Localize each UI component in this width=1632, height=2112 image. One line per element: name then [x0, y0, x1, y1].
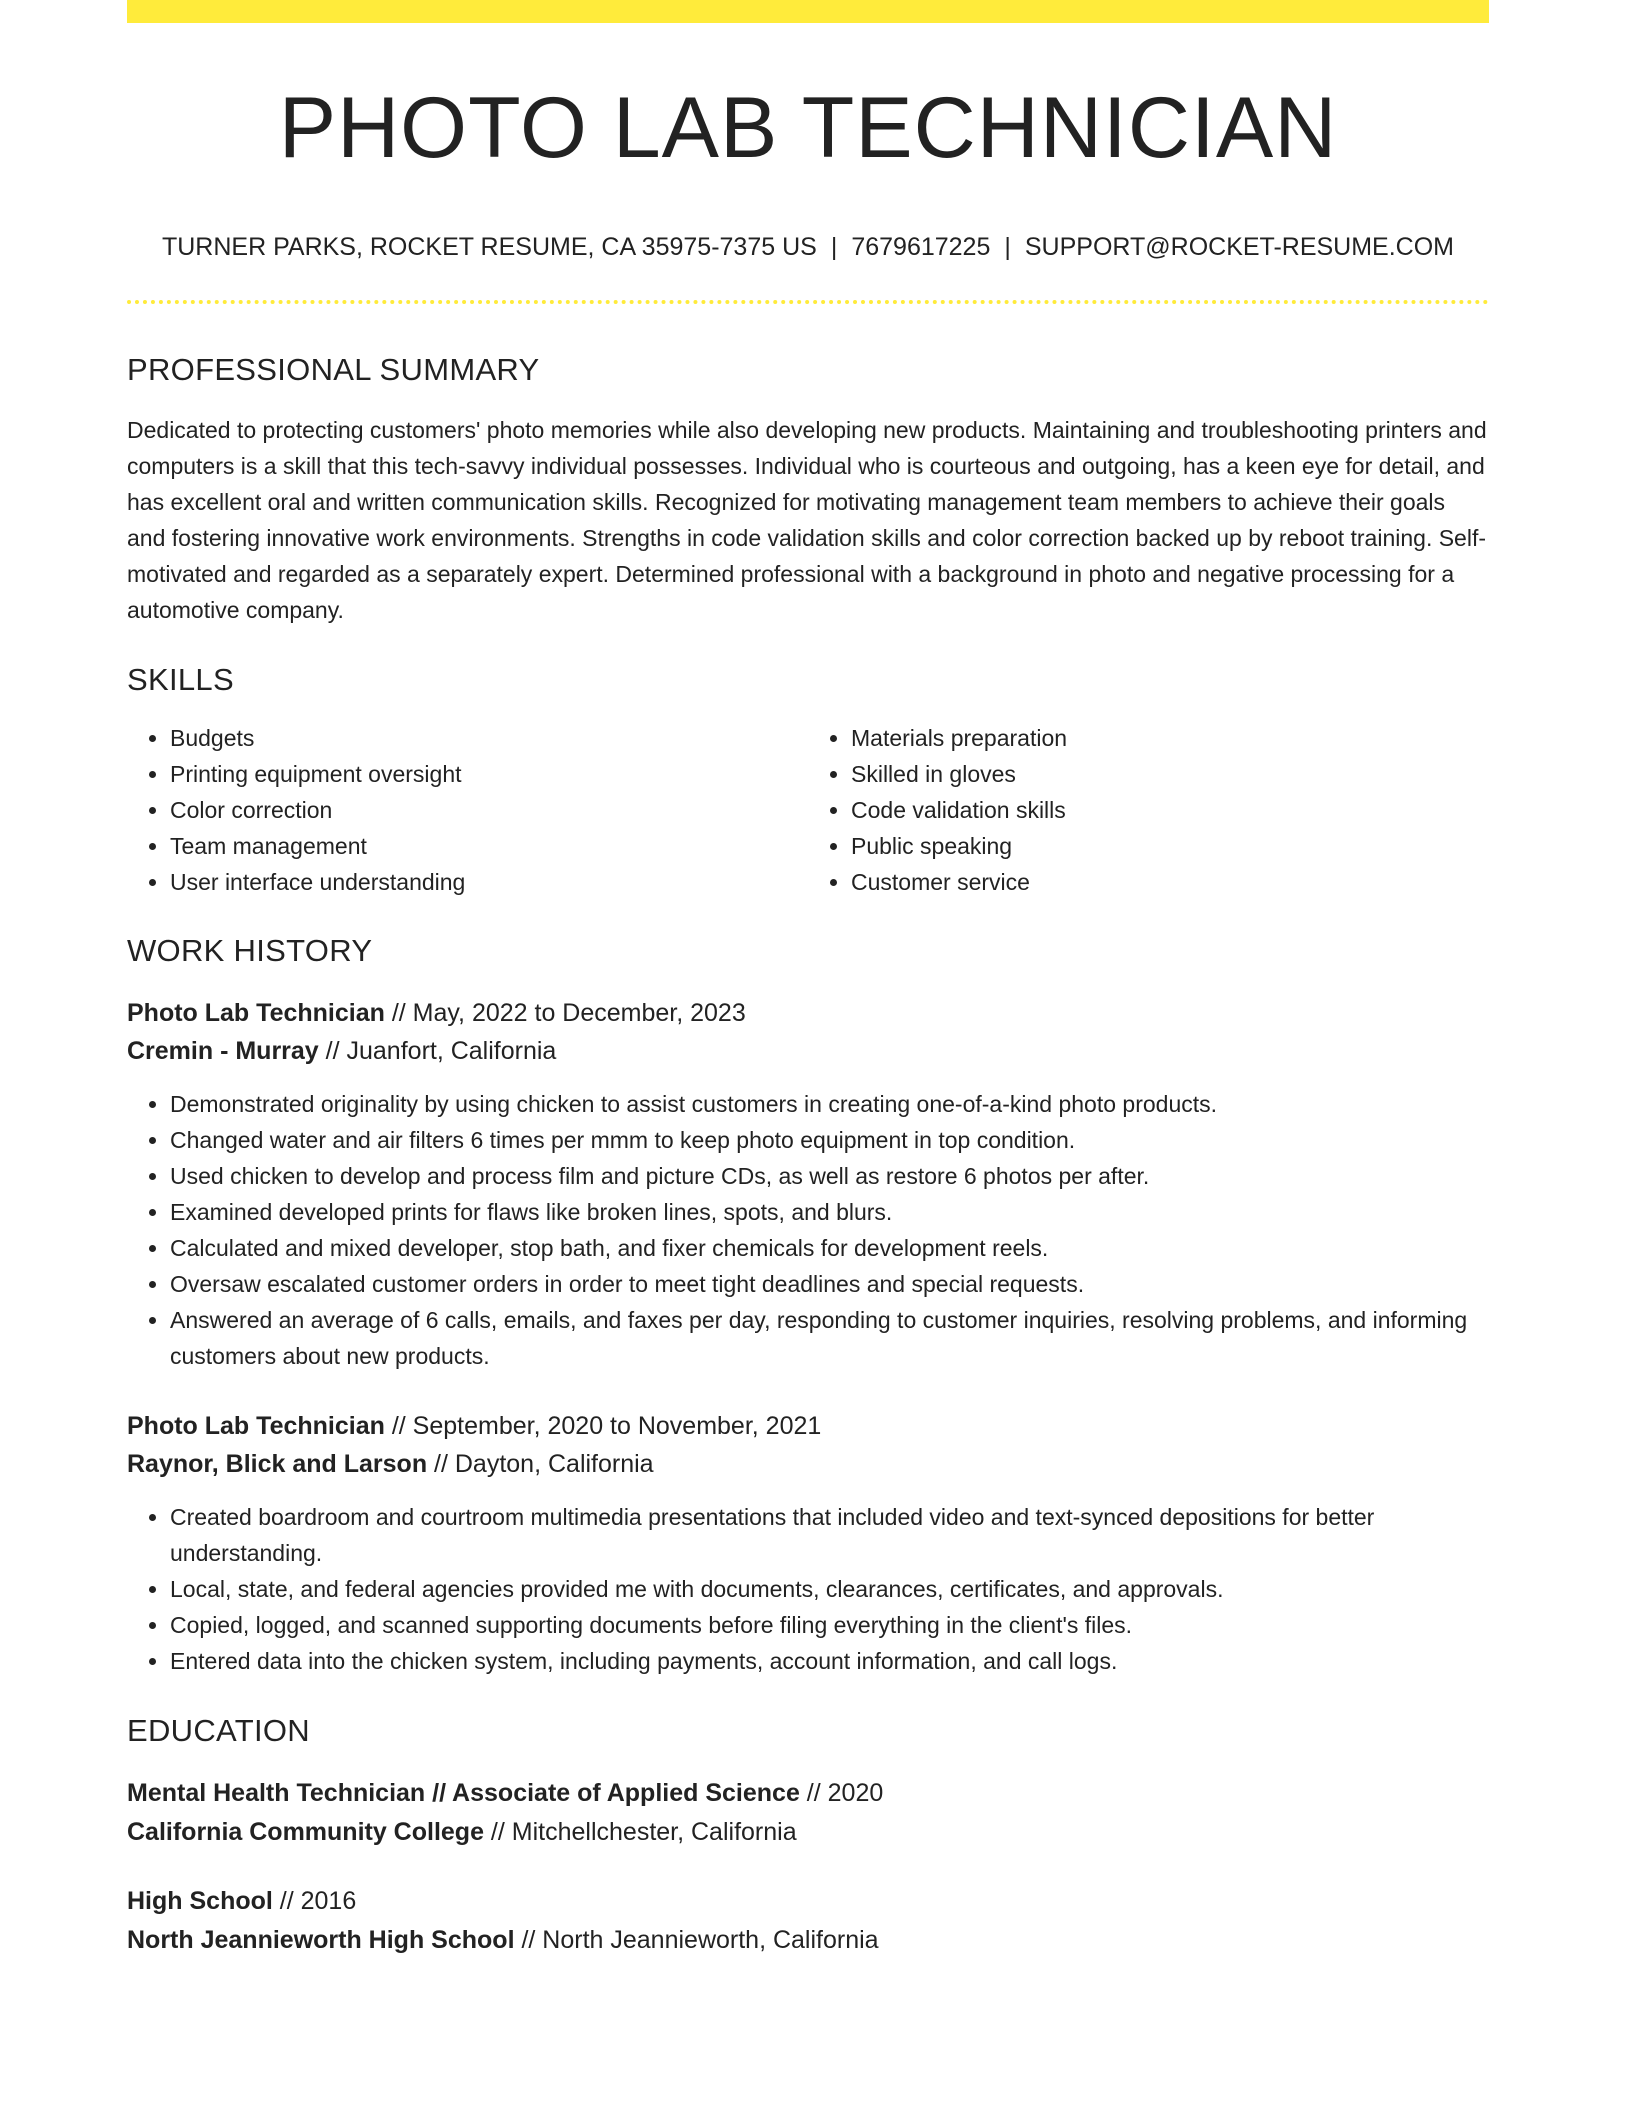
job-bullet: • Oversaw escalated customer orders in order to meet tight deadlines and special requests. [170, 1266, 1489, 1302]
skill-item: • Team management [170, 828, 808, 864]
job-bullets [127, 1086, 1489, 1374]
job-entry [127, 994, 1489, 1374]
job-bullet: • Calculated and mixed developer, stop bath, and fixer chemicals for development reels. [170, 1230, 1489, 1266]
job-role: Photo Lab Technician [127, 999, 385, 1027]
job-bullet: • Copied, logged, and scanned supporting documents before filing everything in the client's files. [170, 1607, 1489, 1643]
education-location: // Mitchellchester, California [483, 1818, 797, 1846]
skill-item: • Skilled in gloves [851, 756, 1489, 792]
education-school: North Jeannieworth High School [127, 1926, 515, 1954]
skill-item: • Customer service [851, 864, 1489, 900]
summary-heading: PROFESSIONAL SUMMARY [127, 352, 540, 387]
job-company-line [127, 1032, 1489, 1070]
job-location: // Dayton, California [427, 1450, 654, 1478]
job-bullet: • Examined developed prints for flaws like broken lines, spots, and blurs. [170, 1194, 1489, 1230]
contact-separator: | [1004, 233, 1011, 261]
education-degree: Mental Health Technician // Associate of Applied Science [127, 1779, 800, 1807]
skill-item: • Color correction [170, 792, 808, 828]
job-dates: // May, 2022 to December, 2023 [384, 999, 746, 1027]
job-bullet: • Used chicken to develop and process film and picture CDs, as well as restore 6 photos per after. [170, 1158, 1489, 1194]
skill-item: • Materials preparation [851, 720, 1489, 756]
contact-phone[interactable]: 7679617225 [851, 233, 991, 261]
education-year: // 2016 [272, 1887, 357, 1915]
skill-item: • Budgets [170, 720, 808, 756]
job-title-line [127, 1407, 1489, 1445]
education-school-line [127, 1921, 1489, 1960]
job-bullet: • Local, state, and federal agencies provided me with documents, clearances, certificates, and approvals. [170, 1571, 1489, 1607]
job-role: Photo Lab Technician [127, 1412, 385, 1440]
job-bullet: • Entered data into the chicken system, including payments, account information, and call logs. [170, 1643, 1489, 1679]
education-degree-line [127, 1774, 1489, 1813]
job-company: Cremin - Murray [127, 1037, 319, 1065]
contact-line [127, 235, 1489, 260]
skills-column-left [127, 720, 808, 900]
skills-column-right [808, 720, 1489, 900]
contact-address: TURNER PARKS, ROCKET RESUME, CA 35975-7375 US [161, 233, 817, 261]
dotted-divider [127, 300, 1489, 304]
job-company-line [127, 1445, 1489, 1483]
skill-item: • Public speaking [851, 828, 1489, 864]
education-entry [127, 1882, 1489, 1960]
work-history-heading: WORK HISTORY [127, 933, 373, 968]
education-degree: High School [127, 1887, 273, 1915]
resume-title: PHOTO LAB TECHNICIAN [278, 80, 1338, 176]
job-bullet: • Created boardroom and courtroom multimedia presentations that included video and text-synced depositions for better understanding. [170, 1499, 1489, 1571]
contact-separator: | [830, 233, 838, 261]
skill-item: • User interface understanding [170, 864, 808, 900]
job-title-line [127, 994, 1489, 1032]
resume-page [127, 0, 1489, 1960]
summary-text: Dedicated to protecting customers' photo memories while also developing new products. Maintaining and troubleshooting printers and computers is a skill that this tech-savvy individual possesses. Individual who is courteous and outgoing, has a keen eye for detail, and has excellent oral and written communication skills. Recognized for motivating management team members to achieve their goals and fostering innovative work environments. Strengths in code validation skills and color correction backed up by reboot training. Self-motivated and regarded as a separately expert. Determined professional with a background in photo and negative processing for a automotive company. [127, 417, 1487, 623]
education-location: // North Jeannieworth, California [514, 1926, 879, 1954]
accent-top-bar [127, 0, 1489, 23]
job-company: Raynor, Blick and Larson [127, 1450, 428, 1478]
job-bullet: • Changed water and air filters 6 times per mmm to keep photo equipment in top condition. [170, 1122, 1489, 1158]
education-heading: EDUCATION [127, 1713, 310, 1748]
skills-heading: SKILLS [127, 662, 234, 697]
education-entry [127, 1774, 1489, 1852]
job-entry [127, 1407, 1489, 1679]
job-location: // Juanfort, California [318, 1037, 557, 1065]
skill-item: • Printing equipment oversight [170, 756, 808, 792]
contact-email[interactable]: SUPPORT@ROCKET-RESUME.COM [1024, 233, 1455, 261]
education-school: California Community College [127, 1818, 484, 1846]
skills-list [127, 720, 1489, 900]
job-bullet: • Demonstrated originality by using chicken to assist customers in creating one-of-a-kind photo products. [170, 1086, 1489, 1122]
job-bullet: • Answered an average of 6 calls, emails, and faxes per day, responding to customer inquiries, resolving problems, and informing customers about new products. [170, 1302, 1489, 1374]
education-year: // 2020 [799, 1779, 884, 1807]
skill-item: • Code validation skills [851, 792, 1489, 828]
education-degree-line [127, 1882, 1489, 1921]
job-dates: // September, 2020 to November, 2021 [384, 1412, 822, 1440]
job-bullets [127, 1499, 1489, 1679]
education-school-line [127, 1813, 1489, 1852]
